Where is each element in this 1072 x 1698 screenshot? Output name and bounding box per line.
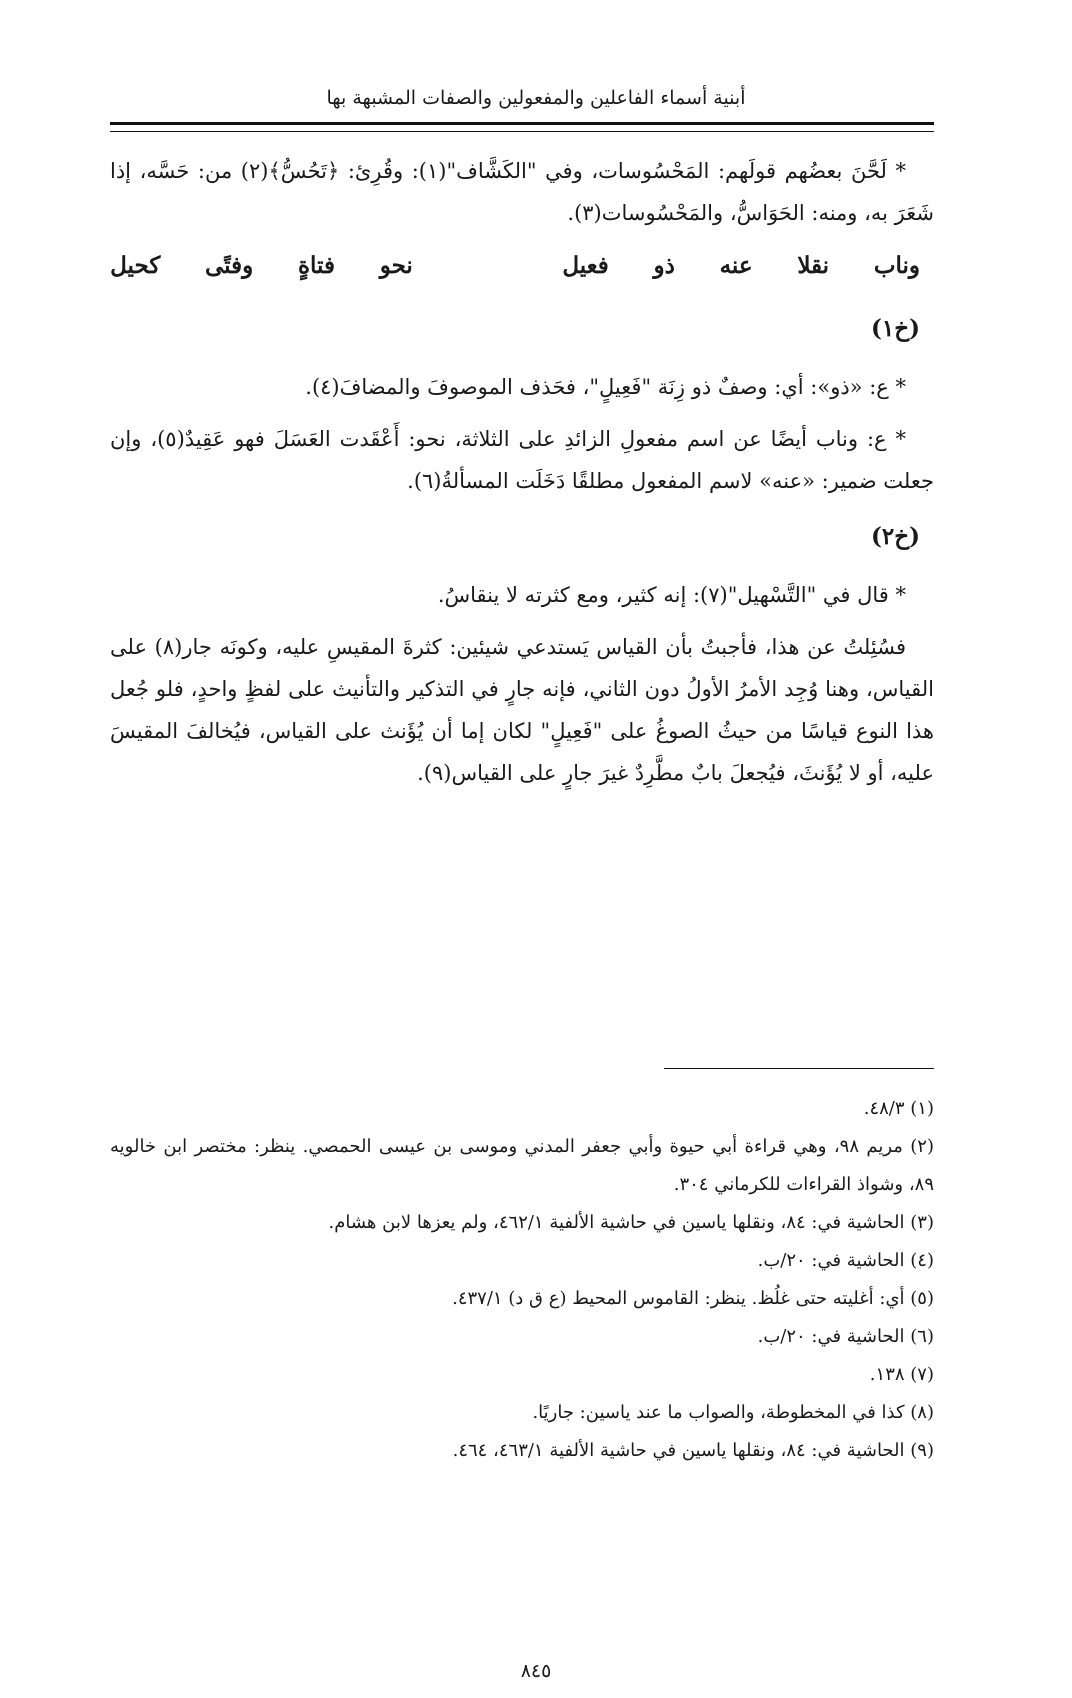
running-head: أبنية أسماء الفاعلين والمفعولين والصفات المشبهة بها (326, 87, 746, 109)
section-marker-kh1: (خ١) (871, 315, 920, 342)
footnote-9: (٩) الحاشية في: ٨٤، ونقلها ياسين في حاشية الألفية ٤٦٣/١، ٤٦٤. (452, 1440, 934, 1461)
footnote-8: (٨) كذا في المخطوطة، والصواب ما عند ياسين: جاريًا. (532, 1402, 934, 1423)
verse-line (110, 238, 920, 294)
section-marker-kh2: (خ٢) (871, 523, 920, 550)
verse-word: وناب (873, 252, 920, 279)
paragraph-1: * لَحَّنَ بعضُهم قولَهم: المَحْسُوسات، وفي "الكَشَّاف"(١): وقُرِئ: ﴿تَحُسُّ﴾(٢) من: حَسَّه، إذا شَعَرَ به، ومنه: الحَوَاسُّ، والمَحْسُوسات(٣). (110, 159, 934, 225)
footnote-3: (٣) الحاشية في: ٨٤، ونقلها ياسين في حاشية الألفية ٤٦٢/١، ولم يعزها لابن هشام. (328, 1212, 934, 1233)
verse-word: وفتًى (205, 252, 254, 279)
verse-word: فتاةٍ (297, 252, 335, 279)
paragraph-4: * قال في "التَّسْهيل"(٧): إنه كثير، ومع كثرته لا ينقاسُ. (437, 583, 906, 607)
footnote-2: (٢) مريم ٩٨، وهي قراءة أبي حيوة وأبي جعفر المدني وموسى بن عيسى الحمصي. ينظر: مختصر ابن خالويه ٨٩، وشواذ القراءات للكرماني ٣٠٤. (110, 1136, 934, 1195)
main-text (110, 150, 934, 794)
footnote-7: (٧) ١٣٨. (869, 1364, 934, 1385)
paragraph-2: * ع: «ذو»: أي: وصفٌ ذو زِنَة "فَعِيلٍ"، فحَذف الموصوفَ والمضافَ(٤). (305, 375, 906, 399)
verse-word: ذو (653, 252, 675, 279)
footnote-separator (664, 1068, 934, 1069)
footnote-5: (٥) أي: أغليته حتى غلُظ. ينظر: القاموس المحيط (ع ق د) ٤٣٧/١. (452, 1288, 934, 1309)
paragraph-5: فسُئِلتُ عن هذا، فأجبتُ بأن القياس يَستدعي شيئين: كثرةَ المقيسِ عليه، وكونَه جار(٨) على القياس، وهنا وُجِد الأمرُ الأولُ دون الثاني، فإنه جارٍ في التذكير والتأنيث على لفظٍ واحدٍ، فلو جُعل هذا النوع قياسًا من حيثُ الصوغُ على "فَعِيلٍ" لكان إما أن يُؤَنث على القياس، فيُخالفَ المقيسَ عليه، أو لا يُؤَنثَ، فيُجعلَ بابٌ مطَّرِدٌ غيرَ جارٍ على القياس(٩). (110, 635, 934, 785)
footnotes (110, 1090, 934, 1470)
footnote-1: (١) ٤٨/٣. (863, 1098, 934, 1119)
verse-word: فعيل (562, 252, 609, 279)
verse-word: عنه (719, 252, 753, 279)
footnote-4: (٤) الحاشية في: ٢٠/ب. (757, 1250, 934, 1271)
page-number: ٨٤٥ (520, 1660, 552, 1682)
header-rule-thin (110, 131, 934, 132)
verse-word: نقلا (797, 252, 830, 279)
paragraph-3: * ع: وناب أيضًا عن اسم مفعولِ الزائدِ على الثلاثة، نحو: أَعْقَدت العَسَلَ فهو عَقِيدٌ(٥)، وإن جعلت ضمير: «عنه» لاسم المفعول مطلقًا دَخَلَت المسألةُ(٦). (110, 427, 934, 493)
footnote-6: (٦) الحاشية في: ٢٠/ب. (757, 1326, 934, 1347)
header-rule-thick (110, 122, 934, 125)
verse-word: كحيل (110, 252, 161, 279)
verse-word: نحو (379, 252, 413, 279)
